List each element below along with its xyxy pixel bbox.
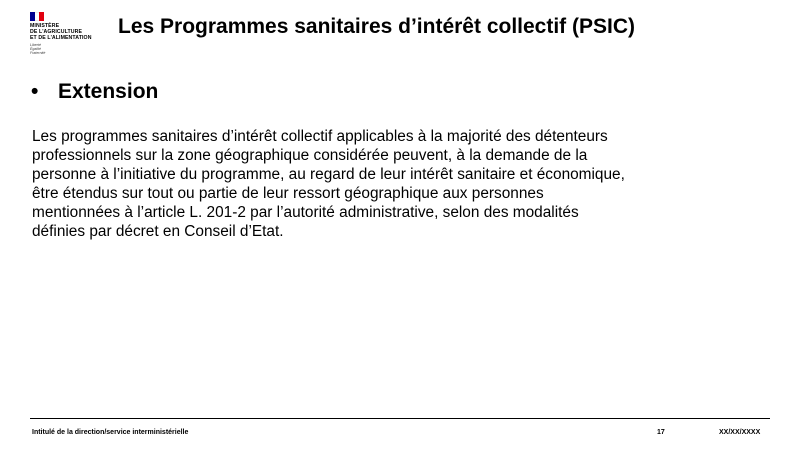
motto-fraternite: Fraternité xyxy=(30,51,46,56)
section-heading: Extension xyxy=(58,80,159,103)
bullet-icon: • xyxy=(31,80,39,103)
logo-line-1: MINISTÈRE xyxy=(30,23,60,29)
french-flag-icon xyxy=(30,12,44,21)
republic-motto xyxy=(30,43,110,56)
body-line-4: être étendus sur tout ou partie de leur ressort géographique aux personnes xyxy=(32,185,544,202)
footer-date: XX/XX/XXXX xyxy=(719,429,761,436)
flag-red-stripe xyxy=(39,12,44,21)
motto-egalite: Égalité xyxy=(30,47,41,52)
body-paragraph xyxy=(32,127,732,241)
body-line-2: professionnels sur la zone géographique considérée peuvent, à la demande de la xyxy=(32,147,588,164)
logo-line-3: ET DE L'ALIMENTATION xyxy=(30,35,92,41)
body-line-6: définies par décret en Conseil d’Etat. xyxy=(32,223,284,240)
body-line-1: Les programmes sanitaires d’intérêt collectif applicables à la majorité des détenteurs xyxy=(32,128,608,145)
footer-direction: Intitulé de la direction/service interministérielle xyxy=(32,429,189,436)
body-line-3: personne à l’initiative du programme, au regard de leur intérêt sanitaire et économique, xyxy=(32,166,625,183)
motto-liberte: Liberté xyxy=(30,43,41,47)
page-number: 17 xyxy=(657,429,665,436)
ministry-logo xyxy=(30,12,110,56)
logo-line-2: DE L'AGRICULTURE xyxy=(30,29,83,35)
body-line-5: mentionnées à l’article L. 201-2 par l’autorité administrative, selon des modalités xyxy=(32,204,579,221)
section-heading-row xyxy=(31,80,158,104)
slide-title: Les Programmes sanitaires d’intérêt collectif (PSIC) xyxy=(118,15,636,38)
footer-divider xyxy=(30,418,770,419)
